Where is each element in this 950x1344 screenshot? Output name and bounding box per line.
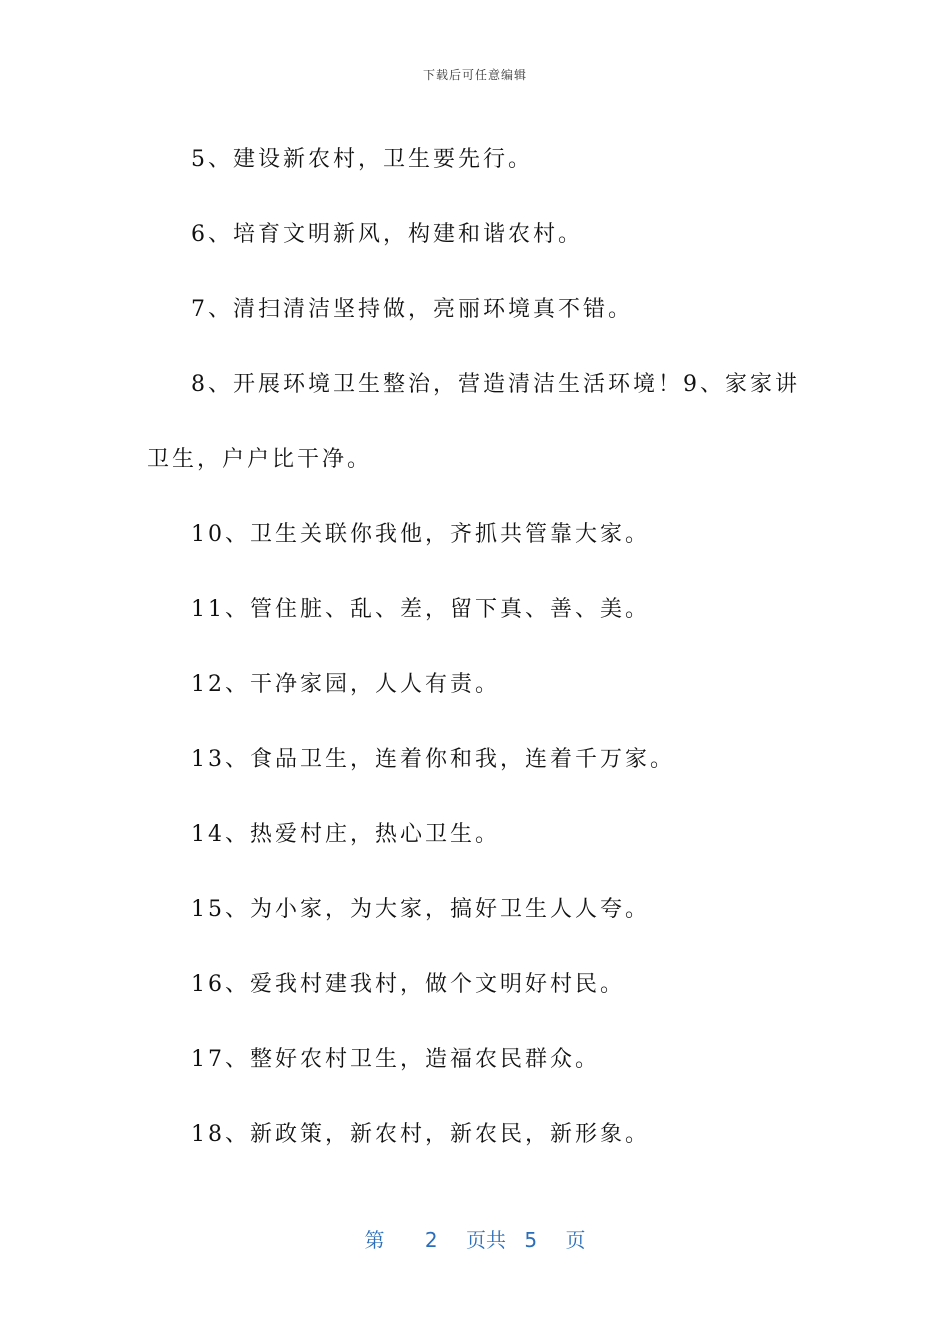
paragraph: 16、爱我村建我村，做个文明好村民。 (191, 972, 625, 997)
paragraph: 11、管住脏、乱、差，留下真、善、美。 (191, 597, 650, 622)
paragraph: 7、清扫清洁坚持做，亮丽环境真不错。 (191, 297, 633, 322)
paragraph: 6、培育文明新风，构建和谐农村。 (191, 222, 583, 247)
paragraph: 15、为小家，为大家，搞好卫生人人夸。 (191, 897, 650, 922)
page-mid-text: 页共 (466, 1228, 506, 1252)
current-page-number: 2 (424, 1228, 438, 1252)
page-footer (0, 1224, 950, 1253)
total-pages-number: 5 (524, 1228, 538, 1252)
document-body (147, 122, 807, 1172)
paragraph: 14、热爱村庄，热心卫生。 (191, 822, 500, 847)
paragraph: 5、建设新农村，卫生要先行。 (191, 147, 533, 172)
paragraph: 17、整好农村卫生，造福农民群众。 (191, 1047, 600, 1072)
page-suffix: 页 (565, 1228, 586, 1252)
paragraph: 18、新政策，新农村，新农民，新形象。 (191, 1122, 650, 1147)
paragraph: 12、干净家园，人人有责。 (191, 672, 500, 697)
paragraph: 10、卫生关联你我他，齐抓共管靠大家。 (191, 522, 650, 547)
page-header: 下载后可任意编辑 (422, 68, 527, 82)
paragraph: 8、开展环境卫生整治，营造清洁生活环境！9、家家讲卫生，户户比干净。 (147, 372, 800, 472)
paragraph: 13、食品卫生，连着你和我，连着千万家。 (191, 747, 675, 772)
page-prefix: 第 (364, 1228, 385, 1252)
